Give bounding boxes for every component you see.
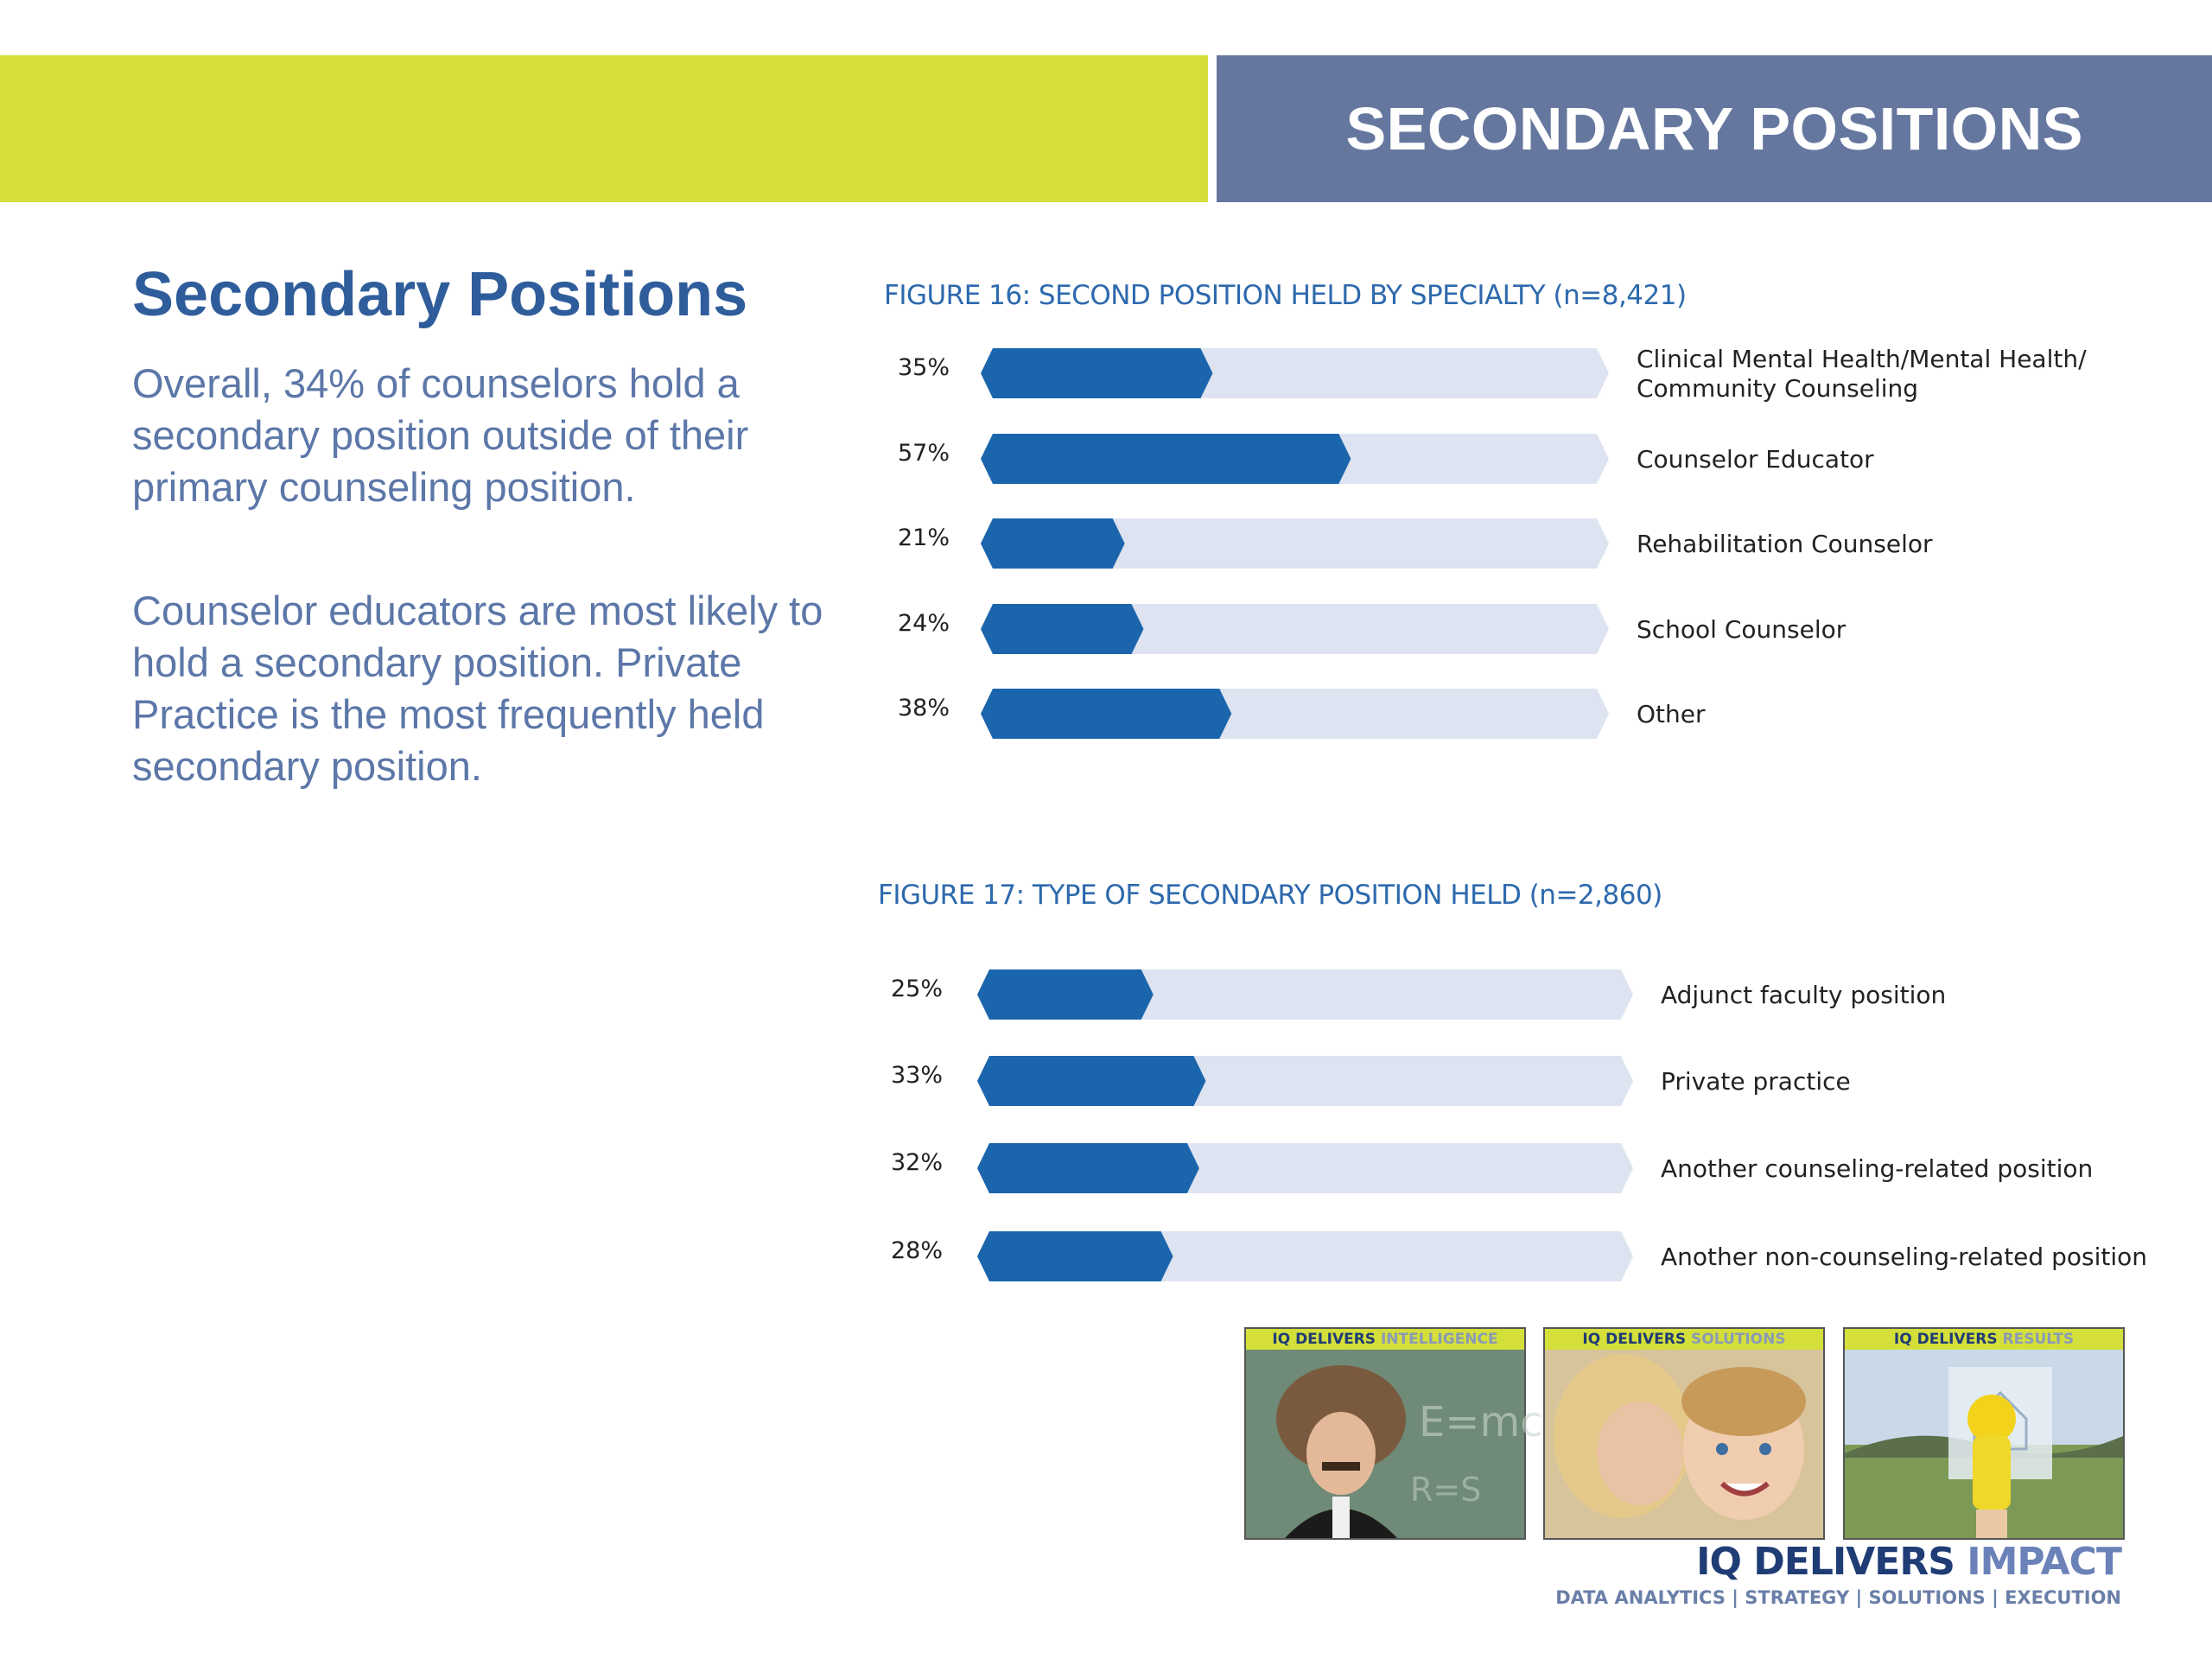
bar bbox=[981, 604, 1143, 654]
summary-paragraph: Overall, 34% of counselors hold a secondary position outside of their primary counseling position. bbox=[132, 360, 749, 510]
value-label: 33% bbox=[890, 1062, 944, 1089]
bar bbox=[981, 434, 1351, 484]
category-label: Private practice bbox=[1661, 1067, 1851, 1096]
child-blueprint-image bbox=[1845, 1350, 2123, 1538]
value-label: 25% bbox=[890, 976, 944, 1002]
value-label: 35% bbox=[897, 354, 950, 381]
chalkboard-child-image bbox=[1246, 1350, 1543, 1538]
photo-caption: IQ DELIVERS RESULTS bbox=[1845, 1329, 2123, 1350]
figure-17-title: FIGURE 17: TYPE OF SECONDARY POSITION HELD (n=2,860) bbox=[878, 880, 1662, 911]
svg-text:R=S: R=S bbox=[1410, 1471, 1482, 1509]
children-whisper-image bbox=[1545, 1350, 1823, 1538]
brand-tagline: DATA ANALYTICS | STRATEGY | SOLUTIONS | EXECUTION bbox=[1555, 1587, 2121, 1608]
category-label: Adjunct faculty position bbox=[1661, 981, 1947, 1009]
value-label: 28% bbox=[890, 1237, 944, 1264]
category-label: Other bbox=[1637, 700, 1706, 728]
section-heading: Secondary Positions bbox=[132, 260, 748, 329]
value-label: 32% bbox=[890, 1149, 944, 1176]
photo-solutions bbox=[1543, 1327, 1825, 1540]
value-label: 38% bbox=[897, 695, 950, 721]
bar bbox=[977, 1231, 1173, 1281]
bar bbox=[977, 1056, 1205, 1106]
bar bbox=[977, 1143, 1199, 1193]
insight-paragraph: Counselor educators are most likely to hold a secondary position. Private Practice is the most frequently held secondary position. bbox=[132, 588, 823, 789]
figure-16-title: FIGURE 16: SECOND POSITION HELD BY SPECIALTY (n=8,421) bbox=[884, 280, 1687, 311]
svg-text:E=mc: E=mc bbox=[1419, 1398, 1543, 1446]
category-label: Clinical Mental Health/Mental Health/ Community Counseling bbox=[1637, 345, 2087, 403]
category-label: School Counselor bbox=[1637, 615, 1847, 644]
photo-caption: IQ DELIVERS INTELLIGENCE bbox=[1246, 1329, 1524, 1350]
category-label: Another non-counseling-related position bbox=[1661, 1243, 2147, 1271]
bar bbox=[981, 518, 1125, 569]
value-label: 57% bbox=[897, 440, 950, 467]
bar bbox=[977, 969, 1154, 1020]
page-title: SECONDARY POSITIONS bbox=[1345, 95, 2083, 162]
category-label: Another counseling-related position bbox=[1661, 1154, 2094, 1183]
category-label: Counselor Educator bbox=[1637, 445, 1874, 474]
bar bbox=[981, 689, 1231, 739]
value-label: 24% bbox=[897, 610, 950, 637]
bar bbox=[981, 348, 1212, 398]
photo-results bbox=[1843, 1327, 2125, 1540]
brand-block bbox=[1555, 1540, 2121, 1608]
value-label: 21% bbox=[897, 524, 950, 551]
category-label: Rehabilitation Counselor bbox=[1637, 530, 1933, 558]
photo-intelligence bbox=[1244, 1327, 1543, 1540]
photo-caption: IQ DELIVERS SOLUTIONS bbox=[1545, 1329, 1823, 1350]
brand-logo: IQ DELIVERS IMPACT bbox=[1696, 1540, 2121, 1584]
